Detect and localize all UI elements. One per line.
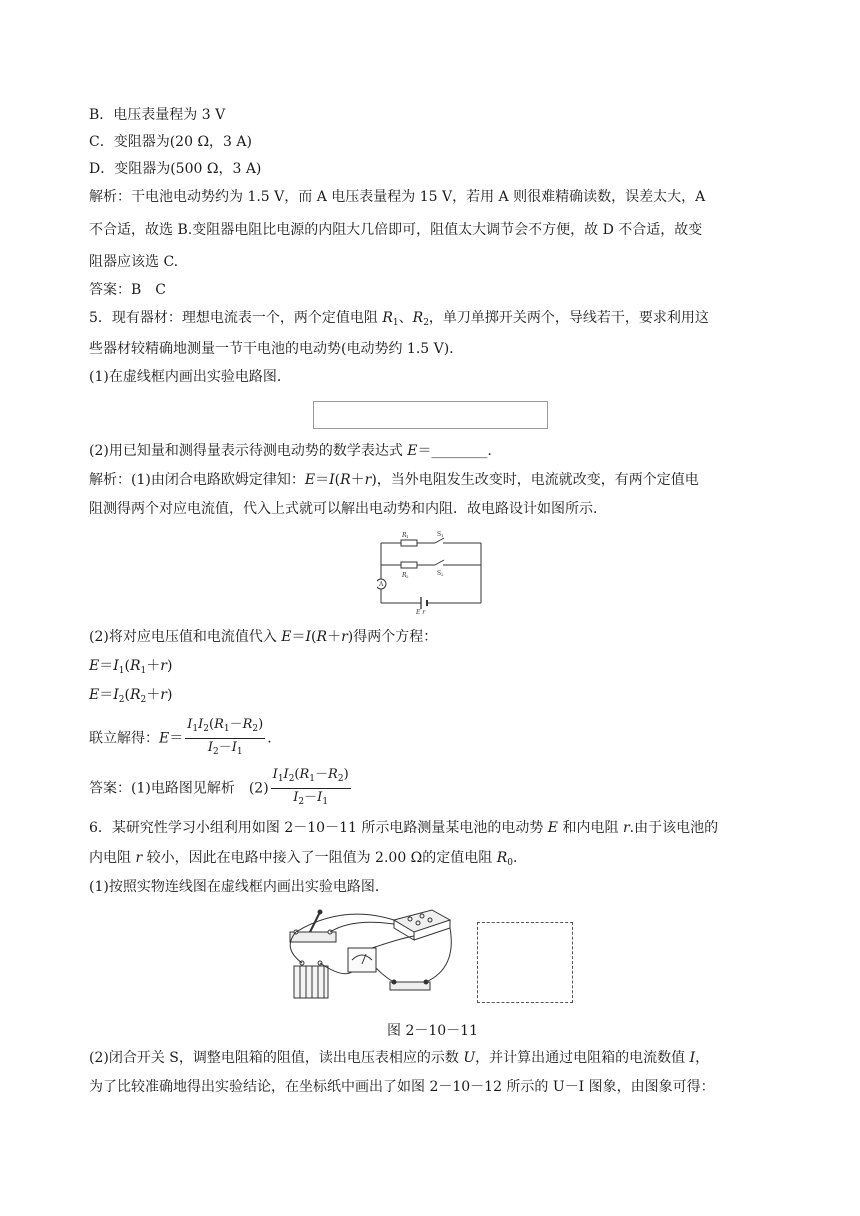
analysis-5-line-1: 解析：(1)由闭合电路欧姆定律知：E＝I(R＋r)，当外电阻发生改变时，电流就改变，有两个定值电 (89, 472, 699, 488)
question-5-part-1: (1)在虚线框内画出实验电路图． (89, 369, 291, 385)
option-c: C．变阻器为(20 Ω，3 A) (89, 134, 252, 150)
q6p2-text-a: (2)闭合开关 S，调整电阻箱的阻值，读出电压表相应的示数 (89, 1050, 464, 1066)
question-5-part-2: (2)用已知量和测得量表示待测电动势的数学表达式 E＝________． (89, 443, 502, 459)
analysis-line-2: 不合适，故选 B.变阻器电阻比电源的内阻大几倍即可，阻值太大调节会不方便，故 D 不合适，故变 (89, 222, 703, 238)
r2-label: R (402, 572, 407, 579)
solution-fraction: $\frac{I_1I_2(R_1-R_2)}{I_2-I_1}$ (187, 717, 264, 757)
question-6-part-2-line-2: 为了比较准确地得出实验结论，在坐标纸中画出了如图 2－10－12 所示的 U－I 图象，由图象可得： (89, 1079, 715, 1095)
source-label: E r (416, 609, 426, 615)
svg-text:1: 1 (441, 533, 444, 538)
q6p2-text-b: ，并计算出通过电阻箱的电流数值 (475, 1050, 690, 1066)
equation-1: $E=I_1(R_1+r)$ (89, 658, 173, 676)
svg-text:2: 2 (406, 574, 409, 579)
r1-label: R (402, 532, 407, 539)
equation-2: $E=I_2(R_2+r)$ (89, 687, 173, 705)
q6-text-e: 较小，因此在电路中接入了一阻值为 2.00 Ω的定值电阻 (142, 850, 497, 866)
answer-5 (89, 766, 353, 811)
answer-4: 答案：B C (89, 282, 166, 298)
drawing-frame (477, 922, 573, 1003)
figure-caption: 图 2－10－11 (387, 1023, 478, 1039)
analysis-5-part-2: (2)将对应电压值和电流值代入 E＝I(R＋r)得两个方程： (89, 629, 438, 645)
circuit-diagram (377, 531, 487, 615)
answer-box (313, 401, 548, 429)
question-6-line-2: 内电阻 r 较小，因此在电路中接入了一阻值为 2.00 Ω的定值电阻 $R_0$. (89, 850, 518, 868)
answer-5-prefix: 答案：(1)电路图见解析 (2) (89, 780, 269, 797)
a5-text-a: 解析：(1)由闭合电路欧姆定律知： (89, 472, 305, 488)
a5p2-text-b: 得两个方程： (353, 629, 438, 645)
q5-text-b: ，单刀单掷开关两个，导线若干，要求利用这 (428, 310, 709, 326)
q6-text-b: 和内电阻 (558, 820, 623, 836)
a5-text-b: ，当外电阻发生改变时，电流就改变，有两个定值电 (376, 472, 699, 488)
question-6-line-1: 6．某研究性学习小组利用如图 2－10－11 所示电路测量某电池的电动势 E 和内电阻 r.由于该电池的 (89, 820, 719, 836)
solution-prefix: 联立解得： (89, 730, 159, 747)
analysis-line-1: 解析：干电池电动势约为 1.5 V，而 A 电压表量程为 15 V，若用 A 则很难精确读数，误差太大，A (89, 189, 706, 205)
analysis-line-3: 阻器应该选 C. (89, 254, 179, 270)
q5-text-a: 5．现有器材：理想电流表一个，两个定值电阻 (89, 310, 383, 326)
svg-text:1: 1 (406, 534, 409, 539)
solution-line: 联立解得：E＝ $\frac{I_1I_2(R_1-R_2)}{I_2-I_1}$ . (89, 716, 272, 761)
s1-label: S (437, 531, 442, 538)
ammeter-label: A (379, 581, 384, 588)
q5p2-text-b: ＝________． (417, 443, 502, 459)
option-b: B．电压表量程为 3 V (89, 107, 226, 123)
analysis-5-line-2: 阻测得两个对应电流值，代入上式就可以解出电动势和内阻．故电路设计如图所示． (89, 501, 607, 517)
question-6-part-2-line-1: (2)闭合开关 S，调整电阻箱的阻值，读出电压表相应的示数 U，并计算出通过电阻箱的电流数值 I， (89, 1050, 710, 1066)
answer-fraction: $\frac{I_1I_2(R_1-R_2)}{I_2-I_1}$ (272, 767, 349, 807)
svg-text:2: 2 (441, 572, 444, 577)
q5p2-text-a: (2)用已知量和测得量表示待测电动势的数学表达式 (89, 443, 408, 459)
question-5-line-2: 些器材较精确地测量一节干电池的电动势(电动势约 1.5 V)． (89, 341, 464, 357)
q6-text-a: 6．某研究性学习小组利用如图 2－10－11 所示电路测量某电池的电动势 (89, 820, 548, 836)
q6-text-c: .由于该电池的 (629, 820, 719, 836)
apparatus-drawing (282, 908, 462, 1008)
a5p2-text-a: (2)将对应电压值和电流值代入 (89, 629, 282, 645)
question-5-line-1: 5．现有器材：理想电流表一个，两个定值电阻 $R_1$、$R_2$，单刀单掷开关两个，导线若干，要求利用这 (89, 310, 709, 328)
question-6-part-1: (1)按照实物连线图在虚线框内画出实验电路图． (89, 879, 389, 895)
q6-text-d: 内电阻 (89, 850, 136, 866)
s2-label: S (437, 570, 442, 577)
option-d: D．变阻器为(500 Ω，3 A) (89, 161, 262, 177)
